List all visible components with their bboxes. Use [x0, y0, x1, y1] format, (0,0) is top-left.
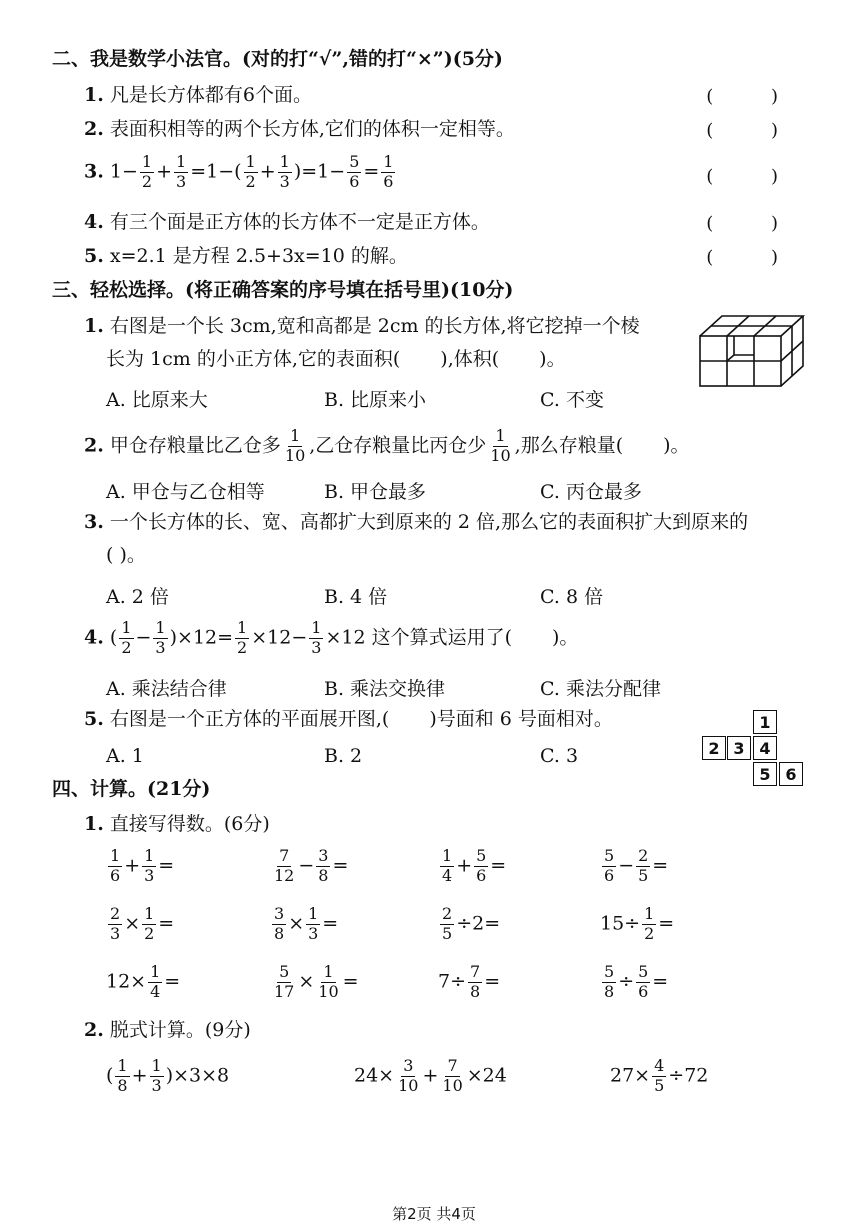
fraction: $\frac{1}{10}$ — [318, 962, 339, 1001]
fraction: $\frac{1}{10}$ — [490, 426, 511, 465]
fraction: $\frac{1}{3}$ — [308, 904, 319, 943]
s2-q1 — [84, 86, 312, 105]
q-number: 1. — [84, 315, 104, 337]
fraction: $\frac{1}{2}$ — [121, 618, 132, 657]
mental-math-item: 12× $\frac{1}{4}$ = — [106, 962, 181, 1001]
option-c[interactable]: C. 乘法分配律 — [540, 678, 661, 700]
step-calc-item: 24× $\frac{3}{10}$ + $\frac{7}{10}$ ×24 — [354, 1056, 507, 1095]
fraction: $\frac{1}{3}$ — [311, 618, 322, 657]
q-text: 右图是一个长 3cm,宽和高都是 2cm 的长方体,将它挖掉一个棱 — [109, 315, 640, 337]
net-face: 4 — [753, 736, 777, 760]
answer-paren[interactable]: ( ) — [706, 213, 804, 234]
q-text: 凡是长方体都有6个面。 — [109, 84, 312, 106]
cube-net-figure — [702, 710, 806, 788]
s3-q2: 2. 甲仓存粮量比乙仓多 $\frac{1}{10}$ ,乙仓存粮量比丙仓少 $\frac{1}{10}$ ,那么存粮量( )。 — [84, 426, 690, 465]
q-number: 5. — [84, 708, 104, 730]
q-number: 3. — [84, 160, 104, 183]
expr-part: =1−( — [190, 160, 242, 183]
operator: + — [156, 160, 173, 183]
fraction: $\frac{5}{6}$ — [604, 846, 615, 885]
s3-q3-line2[interactable]: ( )。 — [106, 544, 146, 566]
s2-q4 — [84, 213, 490, 232]
answer-paren[interactable]: ( ) — [706, 86, 804, 107]
fraction: $\frac{5}{17}$ — [274, 962, 295, 1001]
s3-q1-line2: 长为 1cm 的小正方体,它的表面积( ),体积( )。 — [106, 348, 566, 370]
option-c[interactable]: C. 丙仓最多 — [540, 481, 642, 503]
option-b[interactable]: B. 2 — [324, 745, 363, 767]
q-text: x=2.1 是方程 2.5+3x=10 的解。 — [109, 245, 408, 267]
s3-q4: 4. ( $\frac{1}{2}$ − $\frac{1}{3}$ )×12= $\frac{1}{2}$ ×12− $\frac{1}{3}$ ×12 这个算式运用了( )。 — [84, 618, 579, 657]
fraction: $\frac{1}{2}$ — [245, 152, 256, 191]
fraction: $\frac{1}{3}$ — [176, 152, 187, 191]
expr-part: )=1− — [293, 160, 346, 183]
q-number: 2. — [84, 434, 104, 457]
s3-q3-line1: 3. 一个长方体的长、宽、高都扩大到原来的 2 倍,那么它的表面积扩大到原来的 — [84, 511, 749, 533]
q-text: 表面积相等的两个长方体,它们的体积一定相等。 — [109, 118, 515, 140]
fraction: $\frac{3}{8}$ — [318, 846, 329, 885]
expr-part: 1− — [109, 160, 138, 183]
q-text: 有三个面是正方体的长方体不一定是正方体。 — [109, 211, 490, 233]
operator: + — [259, 160, 276, 183]
mental-math-item: $\frac{7}{12}$ − $\frac{3}{8}$ = — [274, 846, 349, 885]
mental-math-item: $\frac{2}{5}$ ÷2= — [442, 904, 501, 943]
option-b[interactable]: B. 甲仓最多 — [324, 481, 427, 503]
section-3-title: 三、轻松选择。(将正确答案的序号填在括号里)(10分) — [52, 279, 514, 301]
fraction: $\frac{7}{12}$ — [274, 846, 295, 885]
mental-math-item: $\frac{5}{17}$ × $\frac{1}{10}$ = — [274, 962, 359, 1001]
fraction: $\frac{3}{10}$ — [398, 1056, 419, 1095]
mental-math-item: $\frac{2}{3}$ × $\frac{1}{2}$ = — [110, 904, 175, 943]
cuboid-figure — [698, 312, 808, 390]
fraction: $\frac{5}{6}$ — [349, 152, 360, 191]
fraction: $\frac{1}{4}$ — [150, 962, 161, 1001]
option-b[interactable]: B. 比原来小 — [324, 389, 427, 411]
q-number: 1. — [84, 84, 104, 106]
fraction: $\frac{1}{3}$ — [279, 152, 290, 191]
q-number: 4. — [84, 211, 104, 233]
mental-math-item: $\frac{1}{6}$ + $\frac{1}{3}$ = — [110, 846, 175, 885]
option-c[interactable]: C. 3 — [540, 745, 579, 767]
q-number: 4. — [84, 626, 104, 649]
s4-sub1-title: 1. 直接写得数。(6分) — [84, 813, 270, 835]
answer-paren[interactable]: ( ) — [706, 120, 804, 141]
fraction: $\frac{1}{8}$ — [117, 1056, 128, 1095]
fraction: $\frac{1}{2}$ — [144, 904, 155, 943]
q-number: 3. — [84, 511, 104, 533]
fraction: $\frac{1}{6}$ — [383, 152, 394, 191]
net-face: 3 — [727, 736, 751, 760]
fraction: $\frac{3}{8}$ — [274, 904, 285, 943]
fraction: $\frac{7}{10}$ — [442, 1056, 463, 1095]
s4-sub2-title: 2. 脱式计算。(9分) — [84, 1019, 251, 1041]
page-footer: 第2页 共4页 — [392, 1205, 476, 1223]
net-face: 6 — [779, 762, 803, 786]
option-b[interactable]: B. 4 倍 — [324, 586, 388, 608]
s3-q5: 5. 右图是一个正方体的平面展开图,( )号面和 6 号面相对。 — [84, 708, 613, 730]
fraction: $\frac{1}{3}$ — [144, 846, 155, 885]
s2-q2 — [84, 120, 515, 139]
fraction: $\frac{1}{4}$ — [442, 846, 453, 885]
fraction: $\frac{1}{10}$ — [284, 426, 306, 465]
fraction: $\frac{1}{3}$ — [151, 1056, 162, 1095]
mental-math-item: 7÷ $\frac{7}{8}$ = — [438, 962, 501, 1001]
mental-math-item: 15÷ $\frac{1}{2}$ = — [600, 904, 675, 943]
option-a[interactable]: A. 乘法结合律 — [106, 678, 227, 700]
step-calc-item: ( $\frac{1}{8}$ + $\frac{1}{3}$ )×3×8 — [106, 1056, 230, 1095]
operator: = — [363, 160, 380, 183]
fraction: $\frac{5}{6}$ — [638, 962, 649, 1001]
option-a[interactable]: A. 1 — [106, 745, 144, 767]
mental-math-item: $\frac{3}{8}$ × $\frac{1}{3}$ = — [274, 904, 339, 943]
fraction: $\frac{2}{5}$ — [638, 846, 649, 885]
fraction: $\frac{5}{6}$ — [476, 846, 487, 885]
section-2-title: 二、我是数学小法官。(对的打“√”,错的打“×”)(5分) — [52, 48, 503, 70]
mental-math-item: $\frac{1}{4}$ + $\frac{5}{6}$ = — [442, 846, 507, 885]
s3-q1-line1 — [84, 317, 640, 336]
fraction: $\frac{1}{6}$ — [110, 846, 121, 885]
fraction: $\frac{1}{2}$ — [237, 618, 248, 657]
option-a[interactable]: A. 比原来大 — [106, 389, 208, 411]
s2-q5 — [84, 247, 408, 266]
fraction: $\frac{4}{5}$ — [654, 1056, 665, 1095]
net-face: 1 — [753, 710, 777, 734]
answer-paren[interactable]: ( ) — [706, 247, 804, 268]
fraction: $\frac{2}{5}$ — [442, 904, 453, 943]
section-4-title: 四、计算。(21分) — [52, 778, 211, 800]
step-calc-item: 27× $\frac{4}{5}$ ÷72 — [610, 1056, 709, 1095]
mental-math-item: $\frac{5}{8}$ ÷ $\frac{5}{6}$ = — [604, 962, 669, 1001]
fraction: $\frac{1}{3}$ — [155, 618, 166, 657]
net-face: 2 — [702, 736, 726, 760]
s2-q3 — [84, 154, 397, 191]
fraction: $\frac{1}{2}$ — [644, 904, 655, 943]
q-number: 5. — [84, 245, 104, 267]
option-a[interactable]: A. 2 倍 — [106, 586, 169, 608]
fraction: $\frac{1}{2}$ — [141, 152, 153, 191]
answer-paren[interactable]: ( ) — [706, 166, 804, 187]
q-number: 2. — [84, 118, 104, 140]
option-b[interactable]: B. 乘法交换律 — [324, 678, 446, 700]
option-c[interactable]: C. 不变 — [540, 389, 604, 411]
option-c[interactable]: C. 8 倍 — [540, 586, 604, 608]
fraction: $\frac{5}{8}$ — [604, 962, 615, 1001]
fraction: $\frac{2}{3}$ — [110, 904, 121, 943]
net-face: 5 — [753, 762, 777, 786]
mental-math-item: $\frac{5}{6}$ − $\frac{2}{5}$ = — [604, 846, 669, 885]
option-a[interactable]: A. 甲仓与乙仓相等 — [106, 481, 265, 503]
fraction: $\frac{7}{8}$ — [470, 962, 481, 1001]
